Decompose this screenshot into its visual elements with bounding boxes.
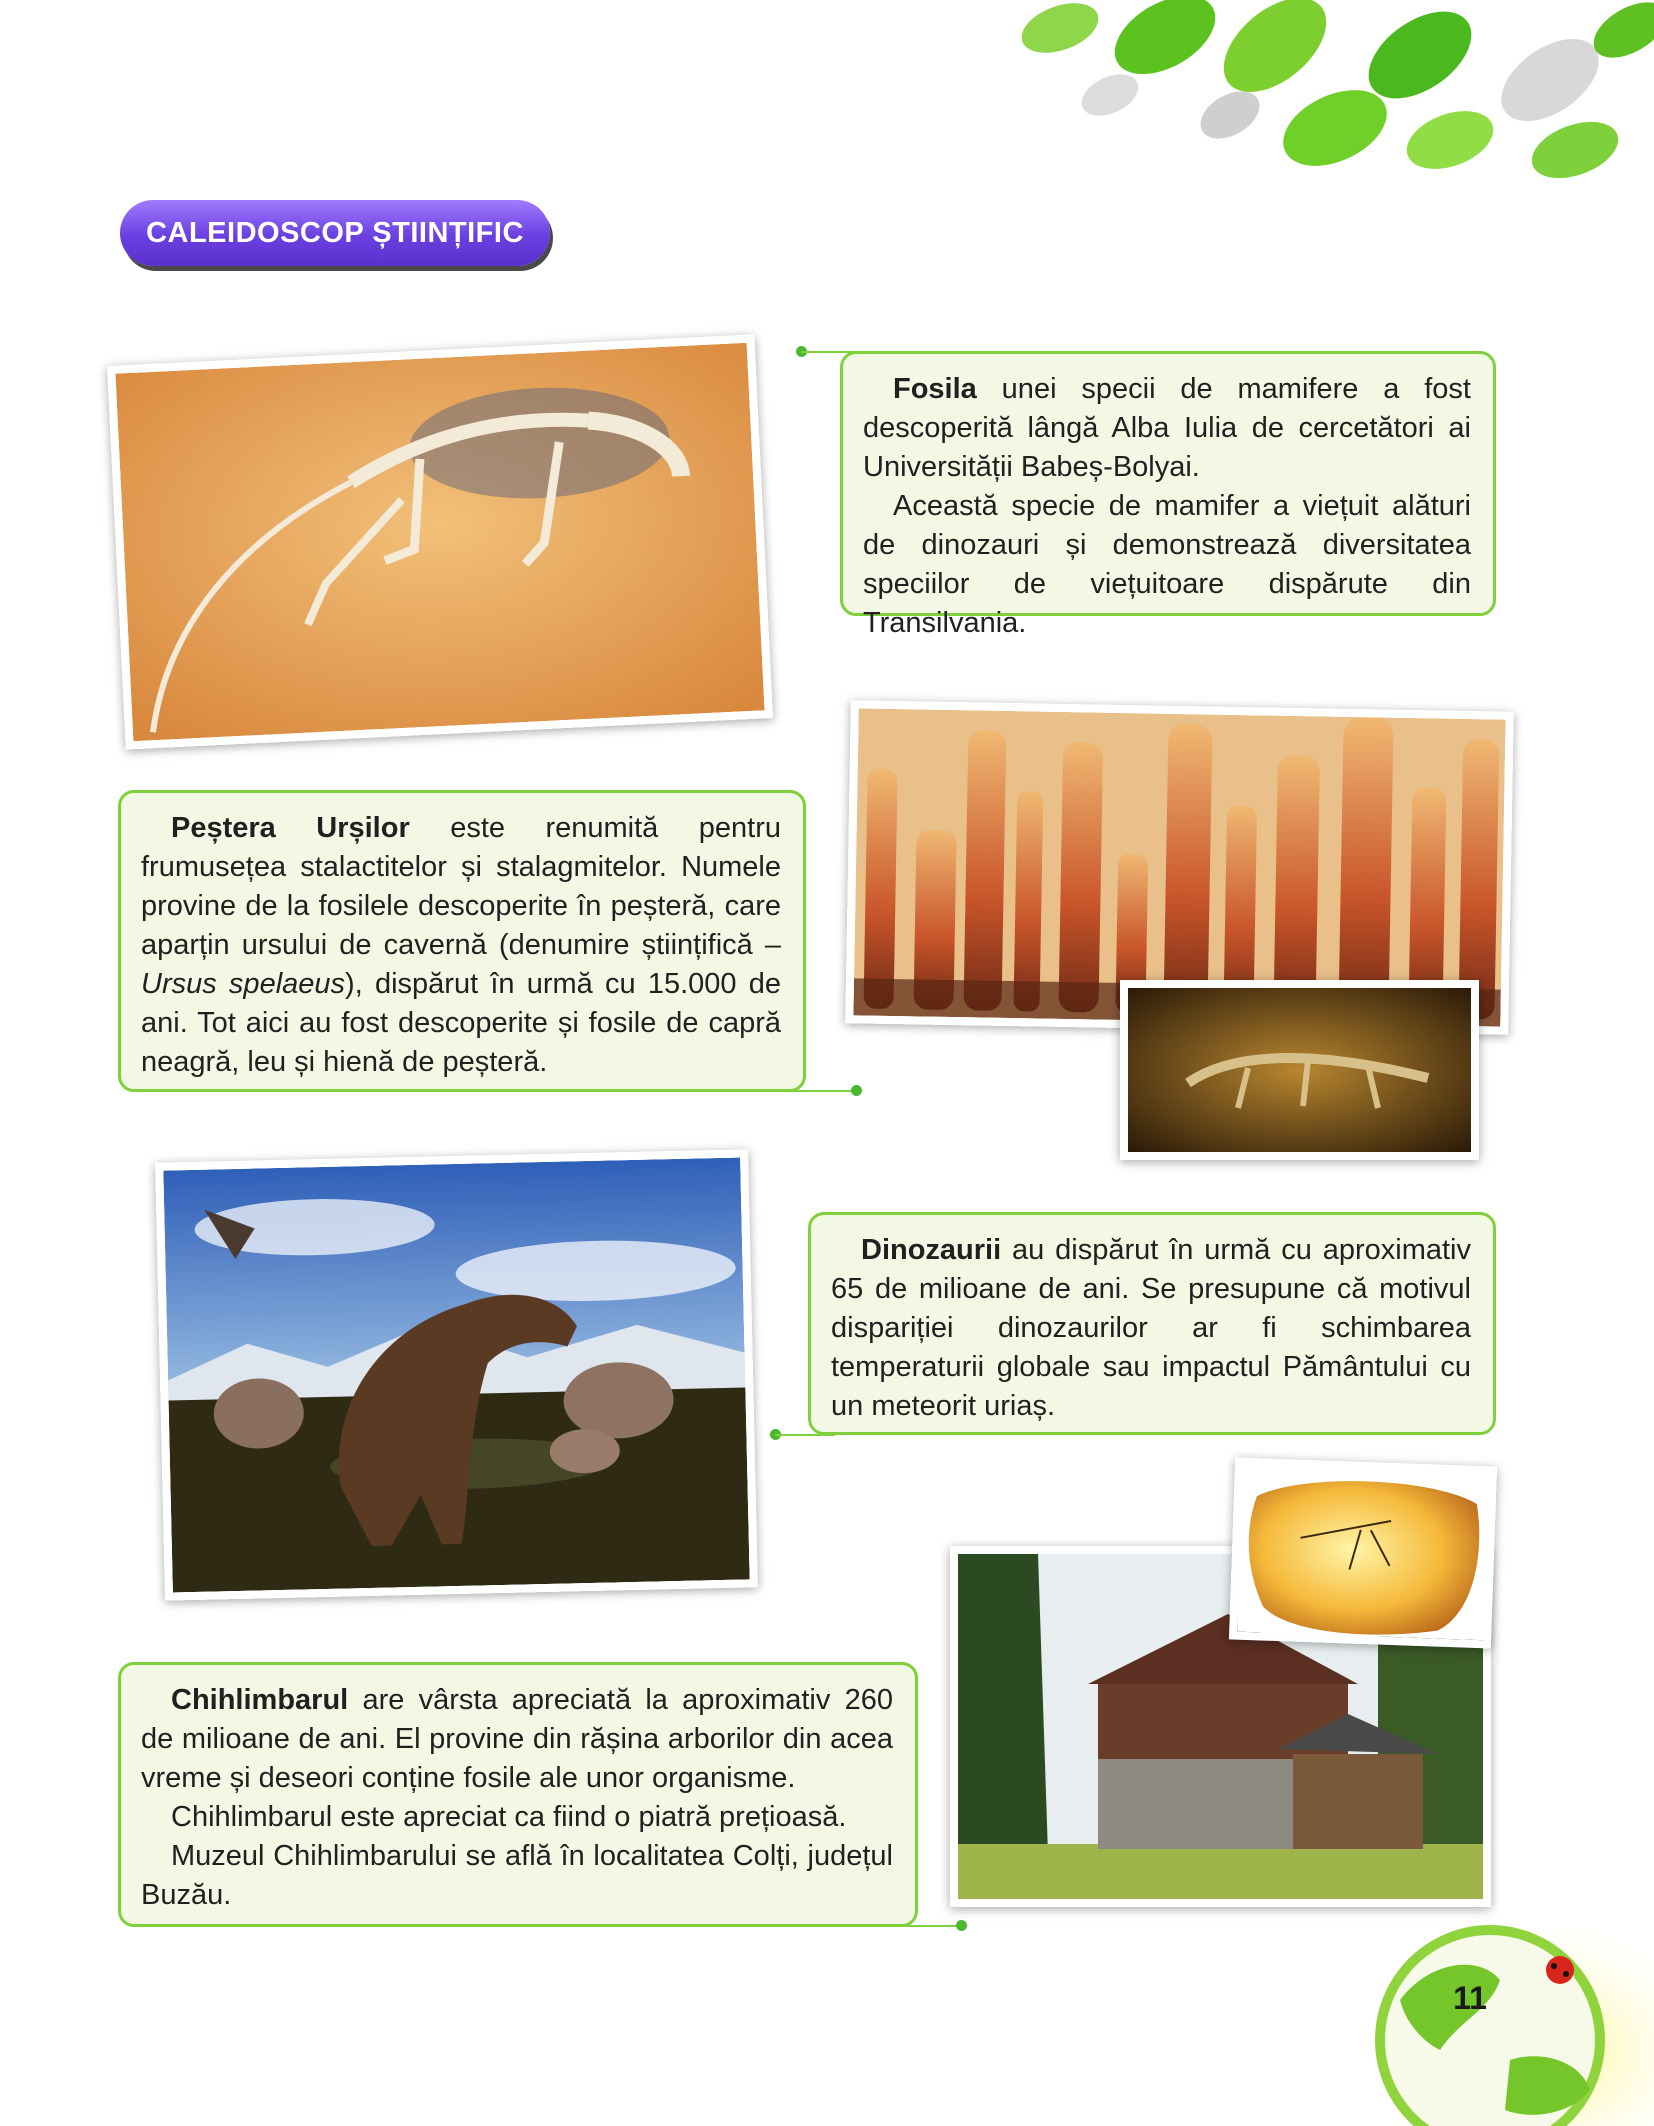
connector-line <box>790 1090 855 1092</box>
fossil-photo <box>107 334 773 749</box>
chihlimbarul-term: Chihlimbarul <box>171 1684 349 1716</box>
fosila-paragraph-1 <box>863 370 1471 487</box>
dinozaurii-term: Dinozaurii <box>861 1234 1002 1266</box>
chihlimbarul-text-box <box>118 1662 918 1927</box>
chihlimbarul-paragraph-3: Muzeul Chihlimbarului se află în localitatea Colți, județul Buzău. <box>141 1840 893 1911</box>
pestera-paragraph <box>141 809 781 1082</box>
leaves-decoration <box>990 0 1654 190</box>
pestera-text-box <box>118 790 806 1092</box>
chihlimbarul-paragraph-2: Chihlimbarul este apreciat ca fiind o piatră prețioasă. <box>171 1801 847 1833</box>
pestera-term: Peștera Urșilor <box>171 812 410 844</box>
section-label-pill <box>120 200 550 266</box>
connector-dot <box>851 1085 862 1096</box>
dinozaurii-text-box <box>808 1212 1496 1435</box>
connector-line <box>905 1925 960 1927</box>
pestera-scientific-name: Ursus spelaeus <box>141 968 346 1000</box>
amber-stone-photo <box>1229 1457 1497 1648</box>
section-label: CALEIDOSCOP ȘTIINȚIFIC <box>146 216 524 249</box>
page-number: 11 <box>1453 1980 1487 2016</box>
globe-decoration <box>1340 1880 1654 2126</box>
pestera-text-b: ), dispărut în urmă cu 15.000 de ani. Tot aici au fost descoperite și fosile de capră neagră, leu și hienă de peșteră. <box>141 968 781 1078</box>
fosila-text-1: unei specii de mamifere a fost descoperită lângă Alba Iulia de cercetători ai Universității Babeș-Bolyai. <box>863 373 1471 483</box>
chihlimbarul-paragraph-1 <box>141 1681 893 1798</box>
fosila-paragraph-2: Această specie de mamifer a viețuit alături de dinozauri și demonstrează diversitatea speciilor de viețuitoare dispărute din Transilvania. <box>863 490 1471 639</box>
dinozaurii-paragraph <box>831 1231 1471 1426</box>
connector-dot <box>956 1920 967 1931</box>
cave-bear-skeleton-photo <box>1120 980 1479 1160</box>
fosila-text-box <box>840 351 1496 639</box>
chihlimbarul-text-1: are vârsta apreciată la aproximativ 260 de milioane de ani. El provine din rășina arborilor din acea vreme și deseori conține fosile ale unor organisme. <box>141 1684 893 1794</box>
pestera-text-a: este renumită pentru frumusețea stalactitelor și stalagmitelor. Numele provine de la fosilele descoperite în peșteră, care aparțin ursului de cavernă (denumire științifică – <box>141 812 781 961</box>
dinozaurii-text: au dispărut în urmă cu aproximativ 65 de milioane de ani. Se presupune că motivul dispariției dinozaurilor ar fi schimbarea temperaturii globale sau impactul Pământului cu un meteorit uriaș. <box>831 1234 1471 1422</box>
dinosaurs-photo <box>155 1149 758 1600</box>
fosila-term: Fosila <box>893 373 977 405</box>
